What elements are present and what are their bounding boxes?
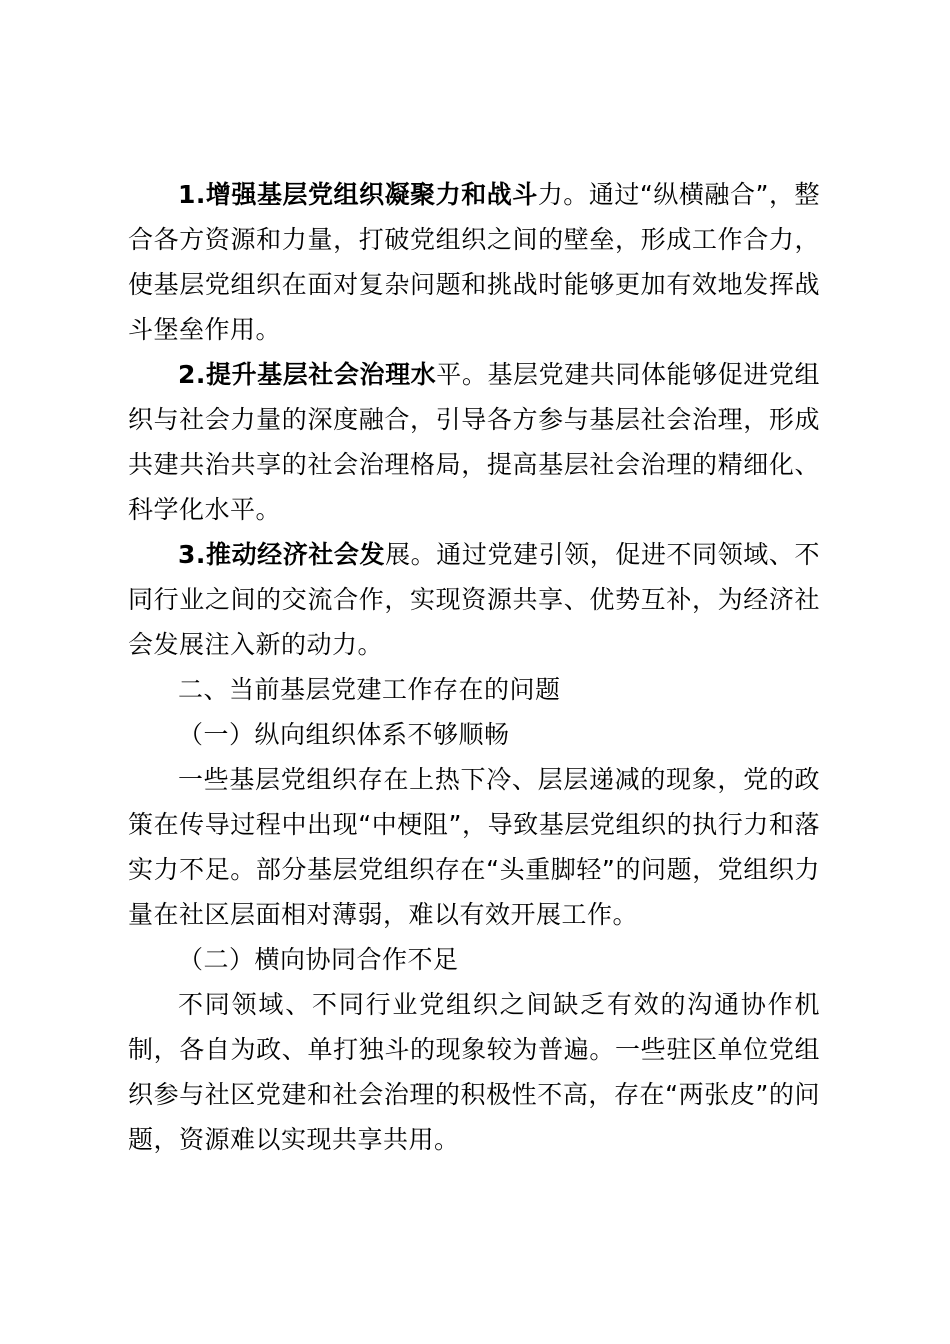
point-3-paragraph xyxy=(128,532,820,667)
section-heading: 二、当前基层党建工作存在的问题 xyxy=(178,675,561,704)
point-1-paragraph xyxy=(128,172,820,352)
point-2-paragraph xyxy=(128,352,820,532)
subsection-2-body: 不同领域、不同行业党组织之间缺乏有效的沟通协作机制，各自为政、单打独斗的现象较为普遍。一些驻区单位党组织参与社区党建和社会治理的积极性不高，存在“两张皮”的问题，资源难以实现共享共用。 xyxy=(128,990,820,1154)
subsection-2-title: （二）横向协同合作不足 xyxy=(178,945,459,974)
point-1-lead: 1.增强基层党组织凝聚力和战斗 xyxy=(178,180,538,209)
subsection-1-title: （一）纵向组织体系不够顺畅 xyxy=(178,720,510,749)
point-3-lead: 3.推动经济社会发 xyxy=(178,540,386,569)
subsection-1-body: 一些基层党组织存在上热下冷、层层递减的现象，党的政策在传导过程中出现“中梗阻”，导致基层党组织的执行力和落实力不足。部分基层党组织存在“头重脚轻”的问题，党组织力量在社区层面相对薄弱，难以有效开展工作。 xyxy=(128,765,820,929)
point-1-text: 力。通过“纵横融合”，整合各方资源和力量，打破党组织之间的壁垒，形成工作合力，使基层党组织在面对复杂问题和挑战时能够更加有效地发挥战斗堡垒作用。 xyxy=(128,180,820,344)
point-3-text: 展。通过党建引领，促进不同领域、不同行业之间的交流合作，实现资源共享、优势互补，为经济社会发展注入新的动力。 xyxy=(128,540,820,659)
point-2-lead: 2.提升基层社会治理水 xyxy=(178,360,437,389)
document-page xyxy=(128,172,820,1162)
point-2-text: 平。基层党建共同体能够促进党组织与社会力量的深度融合，引导各方参与基层社会治理，形成共建共治共享的社会治理格局，提高基层社会治理的精细化、科学化水平。 xyxy=(128,360,820,524)
